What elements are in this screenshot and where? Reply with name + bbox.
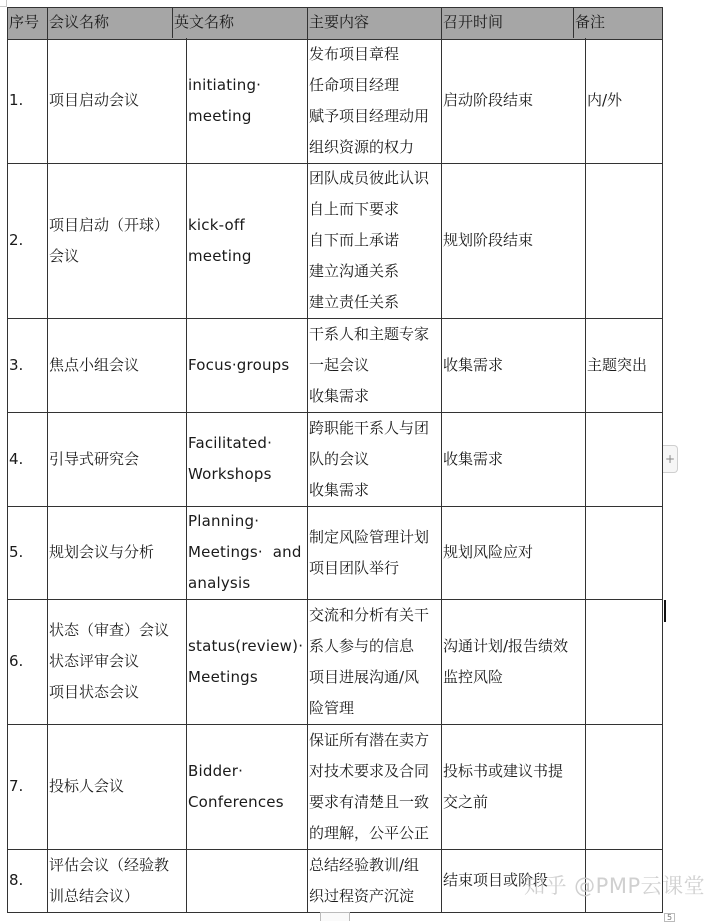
cell-text: 的理解，公平公正 bbox=[309, 823, 430, 842]
table-row-1-name bbox=[47, 38, 186, 163]
cell-text: 交流和分析有关干 bbox=[309, 605, 430, 624]
cell-text: 交之前 bbox=[443, 792, 489, 811]
cell-text: 结束项目或阶段 bbox=[443, 871, 549, 889]
cell-text: 任命项目经理 bbox=[309, 75, 400, 94]
table-row-3-no bbox=[7, 318, 47, 412]
cell-text: 7. bbox=[9, 777, 24, 795]
table-row-8-english bbox=[186, 849, 307, 912]
table-row-7-no bbox=[7, 724, 47, 849]
cell-text: status(review)· bbox=[188, 636, 304, 655]
cell-text: 状态（审查）会议 bbox=[49, 621, 170, 639]
table-row-5-note bbox=[585, 506, 662, 599]
cell-text: meeting bbox=[188, 246, 252, 265]
cell-text: 要求有清楚且一致 bbox=[309, 792, 430, 811]
table-row-4-time bbox=[441, 412, 585, 506]
table-row-3-english bbox=[186, 318, 307, 412]
cell-text: Meetings bbox=[188, 667, 258, 686]
table-row-6-no bbox=[7, 599, 47, 724]
cell-text: 规划风险应对 bbox=[443, 543, 534, 561]
table-row-7-english bbox=[186, 724, 307, 849]
cell-text: 规划会议与分析 bbox=[49, 543, 155, 561]
column-resize-cursor[interactable] bbox=[664, 600, 666, 622]
table-row-7-note bbox=[585, 724, 662, 849]
cell-text: 建立沟通关系 bbox=[309, 262, 400, 280]
table-row-4-note bbox=[585, 412, 662, 506]
watermark: 知乎 @PMP云课堂 bbox=[524, 874, 706, 898]
cell-text: 险管理 bbox=[309, 698, 355, 717]
table-row-2-english bbox=[186, 163, 307, 318]
cell-text: 收集需求 bbox=[309, 386, 370, 405]
table-row-4-name bbox=[47, 412, 186, 506]
cell-text: 自下而上承诺 bbox=[309, 231, 400, 249]
table-row-7-content bbox=[307, 724, 441, 849]
cell-text: 收集需求 bbox=[443, 355, 504, 374]
table-row-6-content bbox=[307, 599, 441, 724]
cell-text: 赋予项目经理动用 bbox=[309, 106, 430, 125]
cell-text: 保证所有潜在卖方 bbox=[309, 730, 430, 749]
table-row-8-content bbox=[307, 849, 441, 912]
table-row-1-english bbox=[186, 38, 307, 163]
header-time: 召开时间 bbox=[443, 13, 504, 31]
table-row-3-content bbox=[307, 318, 441, 412]
table-row-6-time bbox=[441, 599, 585, 724]
table-row-8-name bbox=[47, 849, 186, 912]
cell-text: 会议 bbox=[49, 246, 80, 265]
table-row-5-time bbox=[441, 506, 585, 599]
cell-text: 8. bbox=[9, 871, 24, 889]
cell-text: meeting bbox=[188, 106, 252, 125]
cell-text: Conferences bbox=[188, 792, 284, 811]
cell-text: 主题突出 bbox=[587, 355, 648, 374]
cell-text: 对技术要求及合同 bbox=[309, 761, 430, 780]
table-row-4-content bbox=[307, 412, 441, 506]
cell-text: kick-off bbox=[188, 215, 245, 234]
cell-text: 组织资源的权力 bbox=[309, 137, 415, 156]
cell-text: 队的会议 bbox=[309, 449, 370, 468]
table-row-6-note bbox=[585, 599, 662, 724]
cell-text: Planning· bbox=[188, 512, 260, 530]
table-row-8-no bbox=[7, 849, 47, 912]
cell-text: Meetings· and bbox=[188, 543, 302, 561]
cell-text: 系人参与的信息 bbox=[309, 636, 415, 655]
table-row-2-name bbox=[47, 163, 186, 318]
cell-text: Bidder· bbox=[188, 761, 244, 780]
cell-text: initiating· bbox=[188, 75, 262, 94]
cell-text: 项目进展沟通/风 bbox=[309, 667, 420, 686]
grid-line bbox=[573, 7, 574, 38]
cell-text: 收集需求 bbox=[309, 480, 370, 499]
cell-text: 规划阶段结束 bbox=[443, 231, 534, 249]
table-row-3-note bbox=[585, 318, 662, 412]
page-number: 5 bbox=[664, 913, 675, 922]
cell-text: Focus·groups bbox=[188, 355, 290, 374]
cell-text: 项目启动会议 bbox=[49, 91, 140, 109]
header-main-content: 主要内容 bbox=[309, 13, 370, 31]
header-note: 备注 bbox=[575, 13, 606, 31]
cell-text: Workshops bbox=[188, 465, 272, 483]
table-row-5-content bbox=[307, 506, 441, 599]
table-row-4-no bbox=[7, 412, 47, 506]
cell-text: 引导式研究会 bbox=[49, 449, 140, 468]
table-row-3-name bbox=[47, 318, 186, 412]
table-row-5-no bbox=[7, 506, 47, 599]
cell-text: 团队成员彼此认识 bbox=[309, 169, 430, 187]
grid-line bbox=[172, 7, 173, 38]
cell-text: 监控风险 bbox=[443, 667, 504, 686]
table-row-4-english bbox=[186, 412, 307, 506]
cell-text: 织过程资产沉淀 bbox=[309, 886, 415, 905]
table-row-7-name bbox=[47, 724, 186, 849]
cell-text: 6. bbox=[9, 652, 24, 670]
cell-text: 跨职能干系人与团 bbox=[309, 418, 430, 437]
table-row-1-content bbox=[307, 38, 441, 163]
cell-text: 3. bbox=[9, 355, 24, 374]
add-row-button[interactable]: + bbox=[663, 445, 678, 473]
cell-text: 投标人会议 bbox=[49, 777, 125, 795]
cell-text: 2. bbox=[9, 231, 24, 249]
cell-text: 项目状态会议 bbox=[49, 683, 140, 701]
table-row-2-note bbox=[585, 163, 662, 318]
cell-text: 项目启动（开球） bbox=[49, 215, 170, 234]
cell-text: Facilitated· bbox=[188, 434, 273, 452]
page-corner-mark bbox=[0, 0, 7, 7]
cell-text: 投标书或建议书提 bbox=[443, 761, 564, 780]
table-row-2-content bbox=[307, 163, 441, 318]
table-row-1-time bbox=[441, 38, 585, 163]
table-row-6-english bbox=[186, 599, 307, 724]
table-row-5-name bbox=[47, 506, 186, 599]
cell-text: 评估会议（经验教 bbox=[49, 855, 170, 874]
cell-text: 内/外 bbox=[587, 91, 623, 109]
cell-text: 项目团队举行 bbox=[309, 558, 400, 577]
header-english-name: 英文名称 bbox=[174, 13, 235, 31]
cell-text: 焦点小组会议 bbox=[49, 355, 140, 374]
table-row-7-time bbox=[441, 724, 585, 849]
header-meeting-name: 会议名称 bbox=[49, 13, 110, 31]
cell-text: 4. bbox=[9, 449, 24, 468]
cell-text: 沟通计划/报告绩效 bbox=[443, 636, 569, 655]
table-row-1-note bbox=[585, 38, 662, 163]
cell-text: 发布项目章程 bbox=[309, 44, 400, 63]
table-row-5-english bbox=[186, 506, 307, 599]
table-row-2-time bbox=[441, 163, 585, 318]
cell-text: 制定风险管理计划 bbox=[309, 527, 430, 546]
cell-text: 建立责任关系 bbox=[309, 293, 400, 311]
cell-text: 5. bbox=[9, 543, 24, 561]
table-row-2-no bbox=[7, 163, 47, 318]
table-row-1-no bbox=[7, 38, 47, 163]
cell-text: 一起会议 bbox=[309, 355, 370, 374]
table-row-3-time bbox=[441, 318, 585, 412]
cell-text: 状态评审会议 bbox=[49, 652, 140, 670]
cell-text: 启动阶段结束 bbox=[443, 91, 534, 109]
header-no: 序号 bbox=[9, 13, 40, 31]
cell-text: 自上而下要求 bbox=[309, 200, 400, 218]
table-row-6-name bbox=[47, 599, 186, 724]
cell-text: 总结经验教训/组 bbox=[309, 855, 420, 874]
cell-text: analysis bbox=[188, 574, 251, 592]
cell-text: 1. bbox=[9, 91, 24, 109]
cell-text: 训总结会议） bbox=[49, 886, 140, 905]
cell-text: 收集需求 bbox=[443, 449, 504, 468]
cell-text: 干系人和主题专家 bbox=[309, 324, 430, 343]
